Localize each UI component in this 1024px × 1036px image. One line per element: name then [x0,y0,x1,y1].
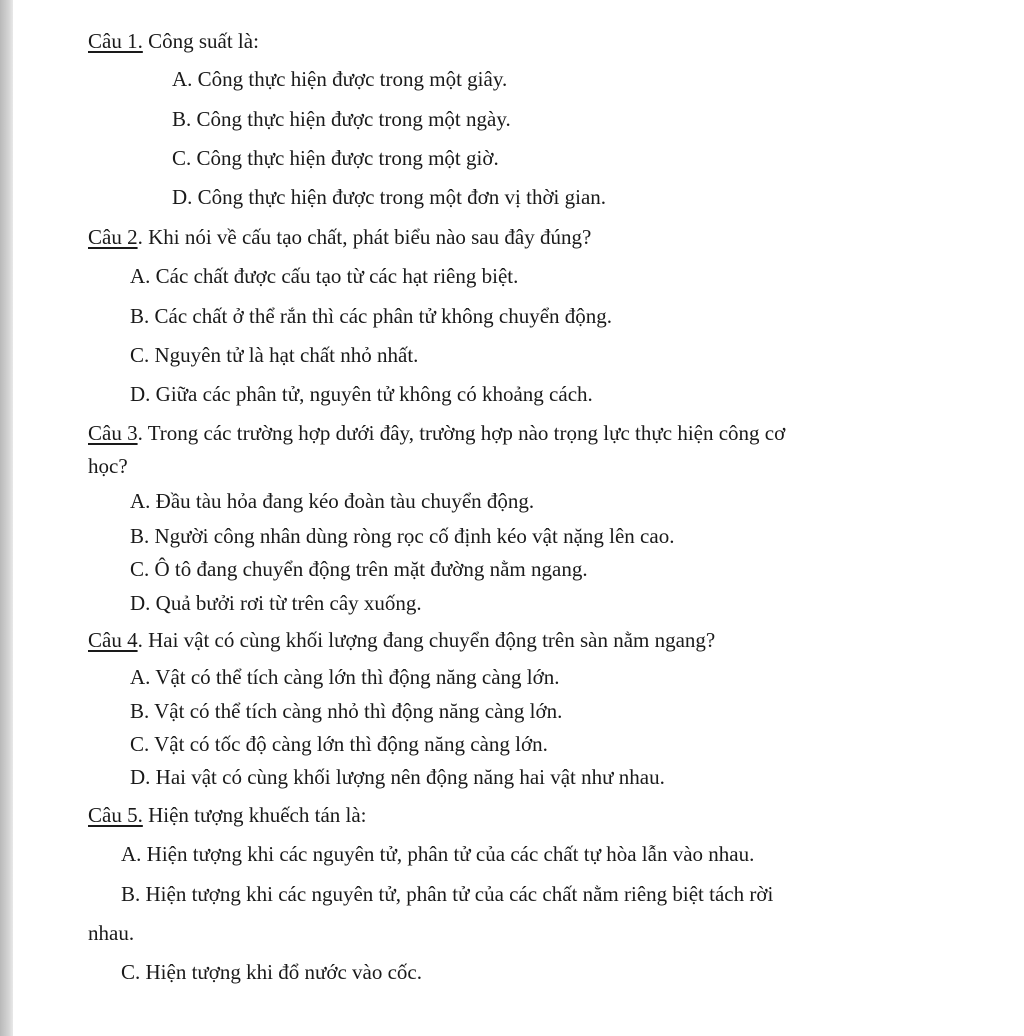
question-2-option-b: B. Các chất ở thể rắn thì các phân tử không chuyển động. [130,304,613,328]
document-page [13,0,1024,1036]
question-2-option-a: A. Các chất được cấu tạo từ các hạt riêng biệt. [130,264,519,288]
question-1-option-a: A. Công thực hiện được trong một giây. [172,67,508,91]
question-1-option-b: B. Công thực hiện được trong một ngày. [172,107,511,131]
question-2-label: Câu 2 [88,225,138,249]
question-3-option-b: B. Người công nhân dùng ròng rọc cố định kéo vật nặng lên cao. [130,524,675,548]
question-5-heading [88,805,367,826]
question-2-option-c: C. Nguyên tử là hạt chất nhỏ nhất. [130,343,419,367]
question-2-option-d: D. Giữa các phân tử, nguyên tử không có khoảng cách. [130,382,593,406]
question-1-option-c: C. Công thực hiện được trong một giờ. [172,146,499,170]
question-4-option-d: D. Hai vật có cùng khối lượng nên động năng hai vật như nhau. [130,765,665,789]
question-3-option-d: D. Quả bưởi rơi từ trên cây xuống. [130,591,422,615]
question-3-option-a: A. Đầu tàu hỏa đang kéo đoàn tàu chuyển động. [130,489,535,513]
question-4-label: Câu 4 [88,628,138,652]
question-2-text: . Khi nói về cấu tạo chất, phát biểu nào sau đây đúng? [137,225,592,249]
question-4-option-a: A. Vật có thể tích càng lớn thì động năng càng lớn. [130,665,560,689]
question-5-text: Hiện tượng khuếch tán là: [142,803,367,827]
question-3-text-continued: học? [88,454,128,478]
question-4-option-c: C. Vật có tốc độ càng lớn thì động năng càng lớn. [130,732,548,756]
question-5-label: Câu 5. [88,803,143,827]
question-5-option-b: B. Hiện tượng khi các nguyên tử, phân tử của các chất nằm riêng biệt tách rời [121,882,774,906]
question-3-label: Câu 3 [88,421,138,445]
question-5-option-c: C. Hiện tượng khi đổ nước vào cốc. [121,960,423,984]
question-1-option-d: D. Công thực hiện được trong một đơn vị thời gian. [172,185,607,209]
question-3-text: . Trong các trường hợp dưới đây, trường hợp nào trọng lực thực hiện công cơ [137,421,786,445]
question-5-option-a: A. Hiện tượng khi các nguyên tử, phân tử của các chất tự hòa lẫn vào nhau. [121,842,755,866]
question-4-option-b: B. Vật có thể tích càng nhỏ thì động năng càng lớn. [130,699,563,723]
question-4-text: . Hai vật có cùng khối lượng đang chuyển động trên sàn nằm ngang? [137,628,716,652]
question-1-label: Câu 1. [88,29,143,53]
question-2-heading [88,227,591,248]
question-4-heading [88,630,715,651]
question-1-heading [88,31,259,52]
question-3-heading [88,423,785,444]
page-edge-shadow [0,0,13,1036]
question-1-text: Công suất là: [142,29,259,53]
question-5-option-b-continued: nhau. [88,921,135,945]
question-3-option-c: C. Ô tô đang chuyển động trên mặt đường nằm ngang. [130,557,588,581]
